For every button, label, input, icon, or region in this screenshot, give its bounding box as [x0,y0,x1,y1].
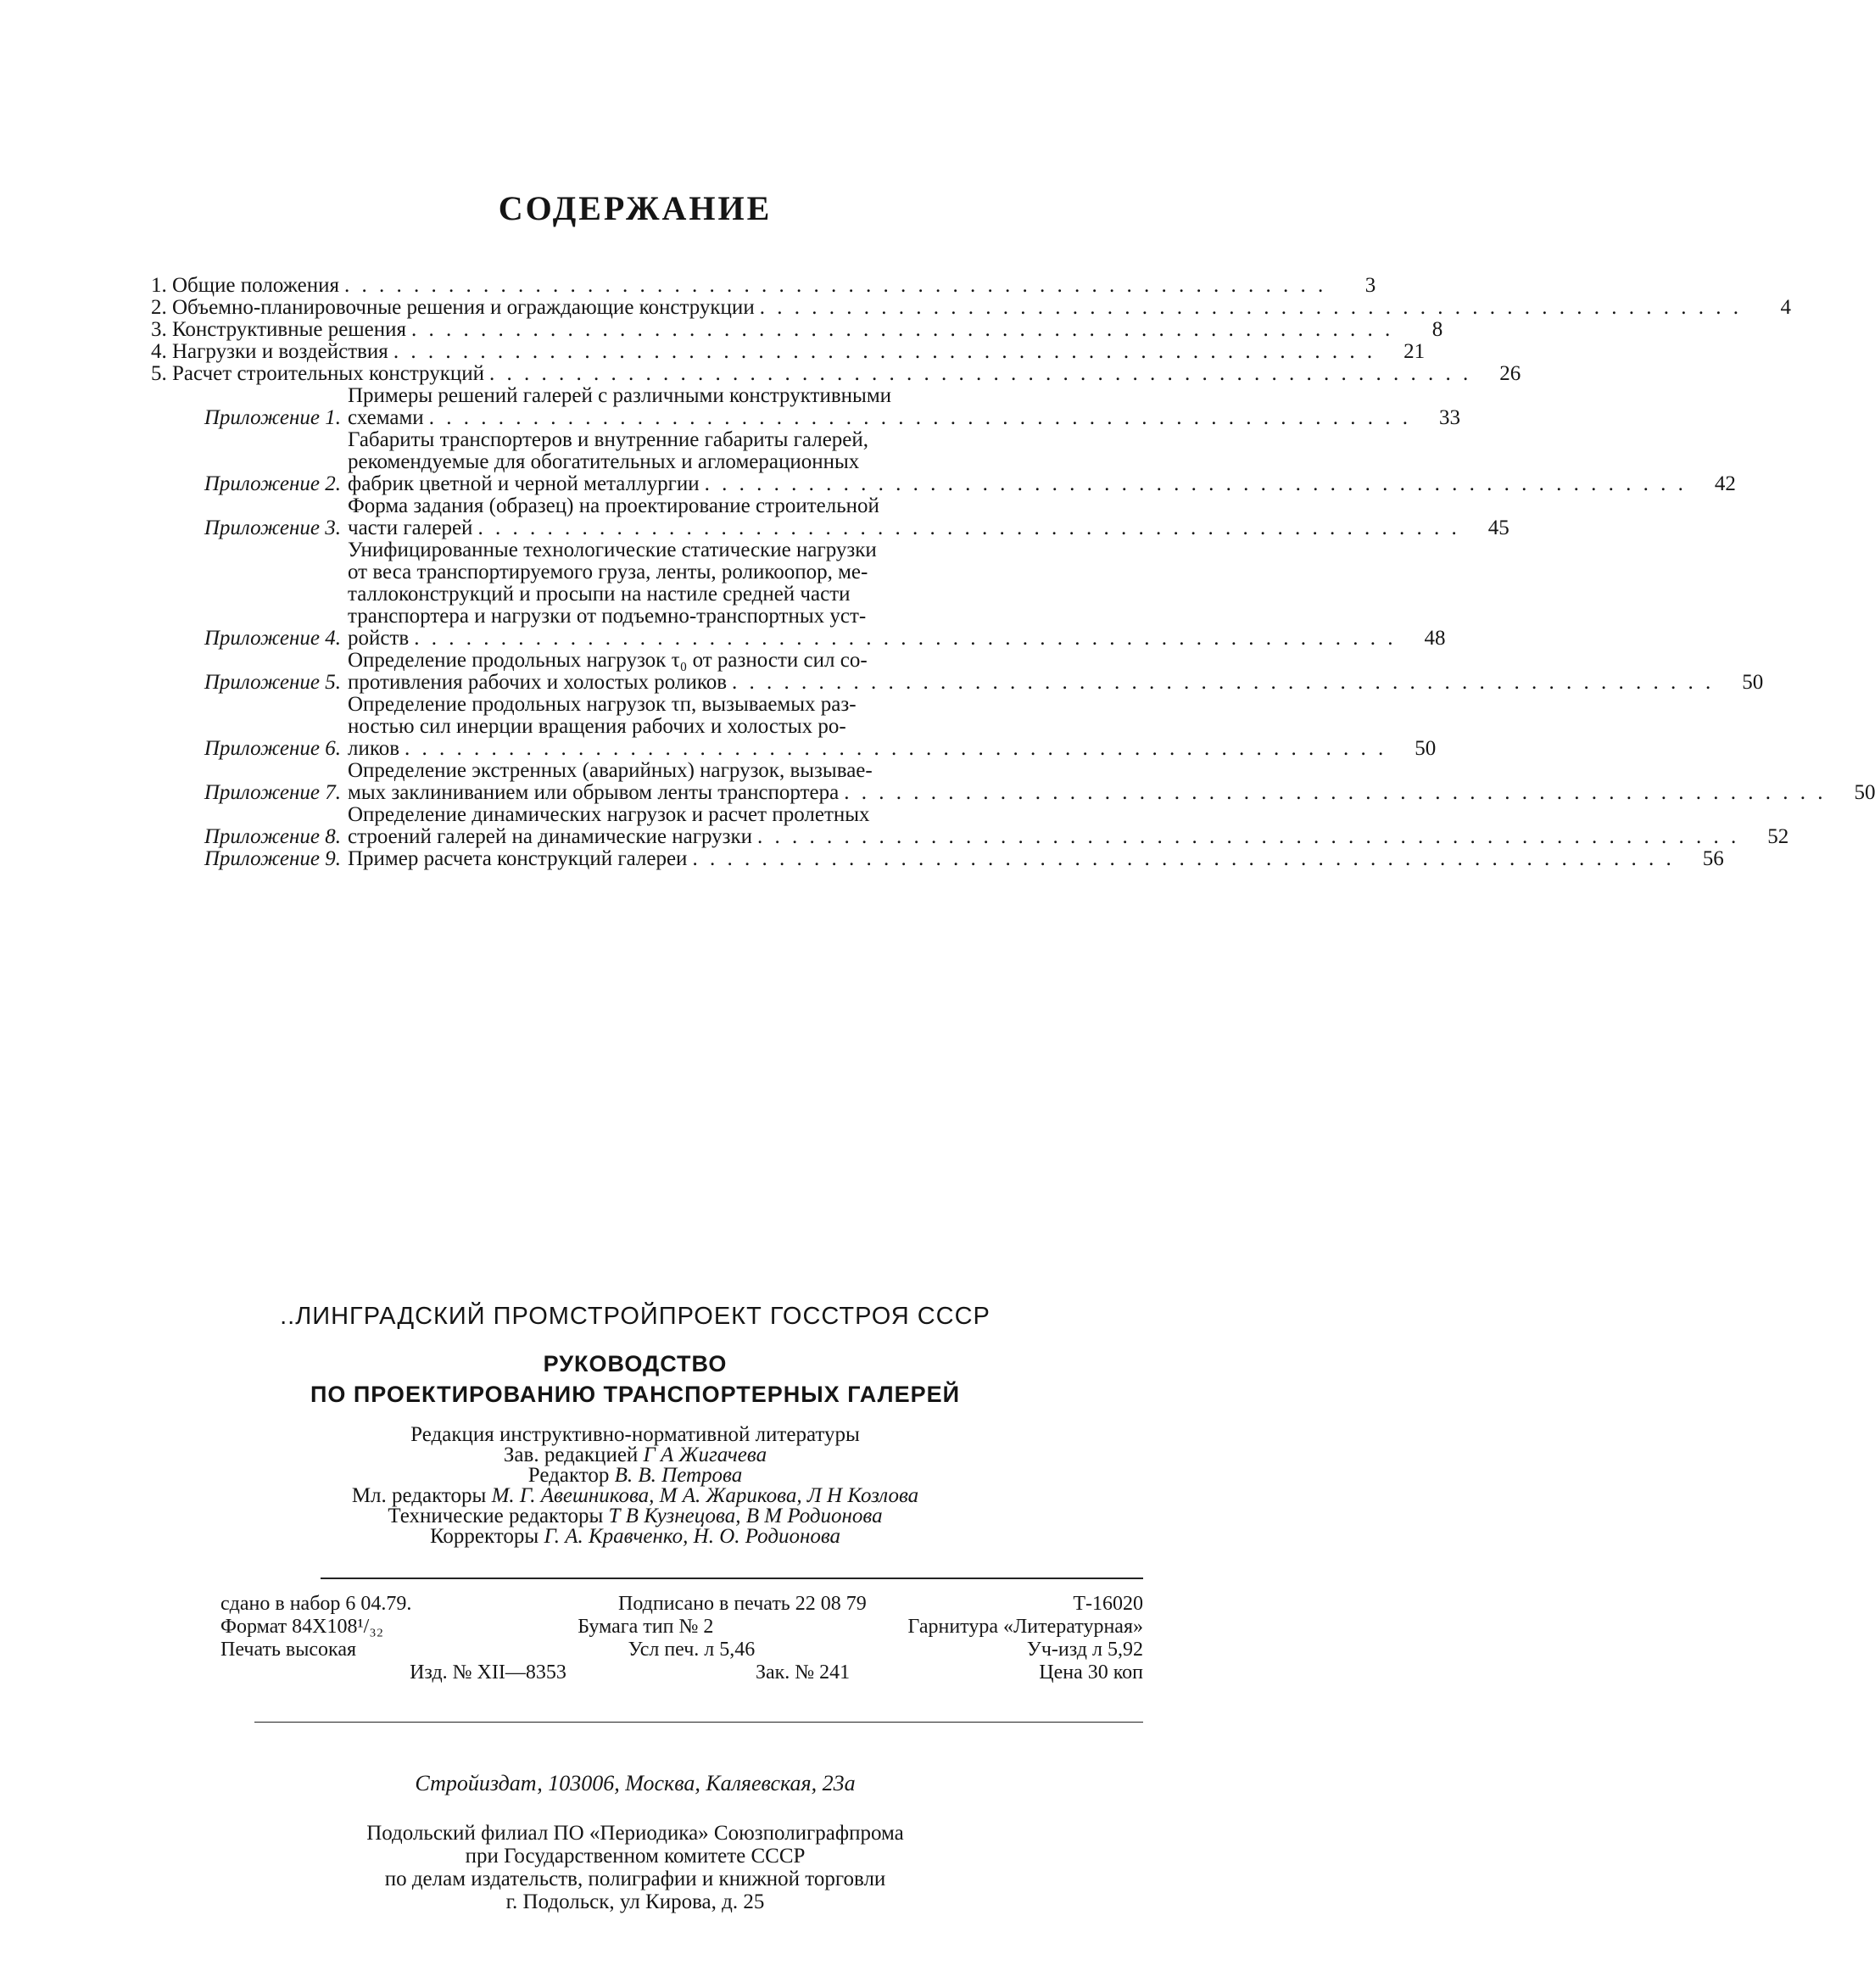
printer-line: по делам издательств, полиграфии и книжной торговли [384,1868,886,1890]
toc-entry-text: противления рабочих и холостых роликов [348,671,727,694]
imprint-cell: Уч-изд л 5,92 [1026,1639,1143,1661]
credit-names: Г. А. Кравченко, Н. О. Родионова [544,1525,841,1548]
toc-entry-page: 8 [1431,318,1443,341]
toc-entry [151,759,1875,804]
toc-title: СОДЕРЖАНИЕ [498,189,773,227]
imprint-cell: Гарнитура «Литературная» [907,1616,1143,1638]
toc-entry [151,847,1724,870]
toc-entry-page: 56 [1702,847,1724,870]
credit-role: Технические редакторы [388,1505,609,1527]
toc-leader-dots [687,848,1674,870]
toc-entry [151,539,1446,650]
imprint-cell: Печать высокая [220,1639,357,1661]
toc-entry-label: Приложение 4. [204,627,341,650]
organization-name: ..ЛИНГРАДСКИЙ ПРОМСТРОЙПРОЕКТ ГОССТРОЯ СССР [280,1303,991,1330]
toc-leader-dots [700,473,1687,495]
credit-role: Редактор [527,1464,615,1487]
table-of-contents [151,274,1875,870]
toc-entry [151,340,1426,363]
imprint-row [220,1593,1143,1616]
toc-entry-text: 4. Нагрузки и воздействия [151,340,388,363]
credit-names: Г А Жигачева [643,1444,767,1466]
divider-top [321,1578,1143,1579]
printer-line: г. Подольск, ул Кирова, д. 25 [505,1890,765,1913]
book-title-line-2: ПО ПРОЕКТИРОВАНИЮ ТРАНСПОРТЕРНЫХ ГАЛЕРЕЙ [310,1382,961,1407]
toc-entry-text: транспортера и нагрузки от подъемно-транспортных уст- [348,605,867,628]
publisher-address: Стройиздат, 103006, Москва, Каляевская, 23а [415,1771,856,1795]
imprint-cell: Формат 84X108¹/₃₂ [220,1616,384,1638]
credit-role: Редакция инструктивно-нормативной литературы [410,1423,860,1446]
toc-entry-text: мых заклиниванием или обрывом ленты транспортера [348,781,840,804]
imprint-cell: Изд. № XII—8353 [410,1661,566,1684]
print-imprint [220,1593,1143,1684]
toc-entry-text: ликов [348,737,400,760]
toc-entry-text: Определение экстренных (аварийных) нагрузок, вызывае- [348,759,873,782]
toc-entry-page: 48 [1424,627,1446,650]
credit-names: М. Г. Авешникова, М А. Жарикова, Л Н Козлова [491,1484,919,1507]
toc-entry [151,318,1443,341]
toc-entry-label: Приложение 3. [204,517,341,539]
toc-leader-dots [755,297,1742,319]
toc-entry-text: Форма задания (образец) на проектирование строительной [348,494,879,517]
toc-entry-text: ностью сил инерции вращения рабочих и холостых ро- [348,715,846,738]
toc-leader-dots [727,672,1714,694]
toc-entry-text: 2. Объемно-планировочные решения и ограждающие конструкции [151,296,755,319]
toc-entry-page: 45 [1487,517,1509,539]
toc-entry-label: Приложение 6. [204,737,341,760]
toc-leader-dots [339,275,1326,297]
imprint-row [220,1639,1143,1661]
toc-entry-page: 21 [1403,340,1426,363]
printer-line: Подольский филиал ПО «Периодика» Союзполиграфпрома [366,1822,904,1845]
toc-entry-label: Приложение 9. [204,847,341,870]
toc-entry-page: 4 [1780,296,1791,319]
toc-entry-text: Унифицированные технологические статические нагрузки [348,539,877,561]
toc-entry [151,428,1736,495]
editorial-credits [0,1425,1270,1547]
toc-entry [151,649,1764,694]
toc-entry-text: от веса транспортируемого груза, ленты, роликоопор, ме- [348,561,868,584]
toc-entry [151,362,1521,385]
credit-role: Зав. редакцией [503,1444,644,1466]
toc-entry-text: Определение продольных нагрузок τ₀ от разности сил со- [348,649,868,672]
toc-entry-label: Приложение 7. [204,781,341,804]
imprint-cell: Т-16020 [1073,1593,1143,1615]
toc-entry [151,384,1460,429]
imprint-cell: Бумага тип № 2 [578,1616,714,1638]
toc-leader-dots [484,363,1471,385]
toc-entry-label: Приложение 8. [204,825,341,848]
toc-entry-text: 3. Конструктивные решения [151,318,406,341]
toc-entry-text: Определение продольных нагрузок τп, вызываемых раз- [348,693,857,716]
credit-line [0,1506,1270,1527]
imprint-row [220,1616,1143,1639]
toc-entry-text: Пример расчета конструкций галереи [348,847,688,870]
printer-line: при Государственном комитете СССР [465,1845,806,1868]
book-title [0,1349,1270,1410]
toc-entry [151,494,1509,539]
imprint-cell: Зак. № 241 [755,1661,851,1684]
credit-names: Т В Кузнецова, В М Родионова [608,1505,883,1527]
toc-entry [151,693,1437,760]
toc-entry-text: ройств [348,627,410,650]
toc-leader-dots [388,341,1376,363]
toc-leader-dots [406,319,1393,341]
toc-leader-dots [409,628,1396,650]
toc-entry-page: 52 [1767,825,1789,848]
toc-entry-label: Приложение 2. [204,472,341,495]
toc-entry-text: рекомендуемые для обогатительных и агломерационных [348,450,860,473]
toc-entry-text: Примеры решений галерей с различными конструктивными [348,384,892,407]
toc-entry-page: 33 [1438,406,1460,429]
credit-line [0,1445,1270,1466]
toc-entry-text: таллоконструкций и просыпи на настиле средней части [348,583,851,606]
imprint-cell: Усл печ. л 5,46 [628,1639,756,1661]
toc-entry-text: 1. Общие положения [151,274,339,297]
credit-line [0,1527,1270,1547]
imprint-row [220,1661,1143,1684]
toc-entry-page: 50 [1742,671,1764,694]
toc-entry-page: 50 [1415,737,1437,760]
toc-entry-label: Приложение 5. [204,671,341,694]
toc-entry [151,296,1791,319]
toc-entry-text: 5. Расчет строительных конструкций [151,362,485,385]
imprint-cell: Подписано в печать 22 08 79 [618,1593,867,1615]
imprint-cell: сдано в набор 6 04.79. [220,1593,412,1615]
toc-leader-dots [472,517,1459,539]
toc-leader-dots [839,782,1826,804]
toc-entry [151,274,1376,297]
credit-line [0,1425,1270,1445]
credit-names: В. В. Петрова [614,1464,743,1487]
imprint-cell: Цена 30 коп [1039,1661,1143,1684]
toc-entry-page: 42 [1714,472,1736,495]
toc-entry [151,803,1789,848]
toc-entry-text: части галерей [348,517,473,539]
toc-entry-text: фабрик цветной и черной металлургии [348,472,700,495]
credit-role: Мл. редакторы [351,1484,492,1507]
toc-entry-text: Определение динамических нагрузок и расчет пролетных [348,803,870,826]
book-title-line-1: РУКОВОДСТВО [543,1351,728,1377]
credit-line [0,1486,1270,1506]
printer-info [0,1822,1270,1913]
toc-entry-text: Габариты транспортеров и внутренние габариты галерей, [348,428,869,451]
toc-entry-text: строений галерей на динамические нагрузки [348,825,753,848]
divider-bottom [254,1722,1143,1723]
toc-leader-dots [424,407,1411,429]
toc-leader-dots [399,738,1387,760]
toc-entry-page: 26 [1499,362,1521,385]
credit-line [0,1466,1270,1486]
toc-entry-page: 3 [1364,274,1376,297]
toc-entry-label: Приложение 1. [204,406,341,429]
toc-entry-text: схемами [348,406,424,429]
credit-role: Корректоры [429,1525,544,1548]
toc-leader-dots [752,826,1739,848]
toc-entry-page: 50 [1854,781,1875,804]
